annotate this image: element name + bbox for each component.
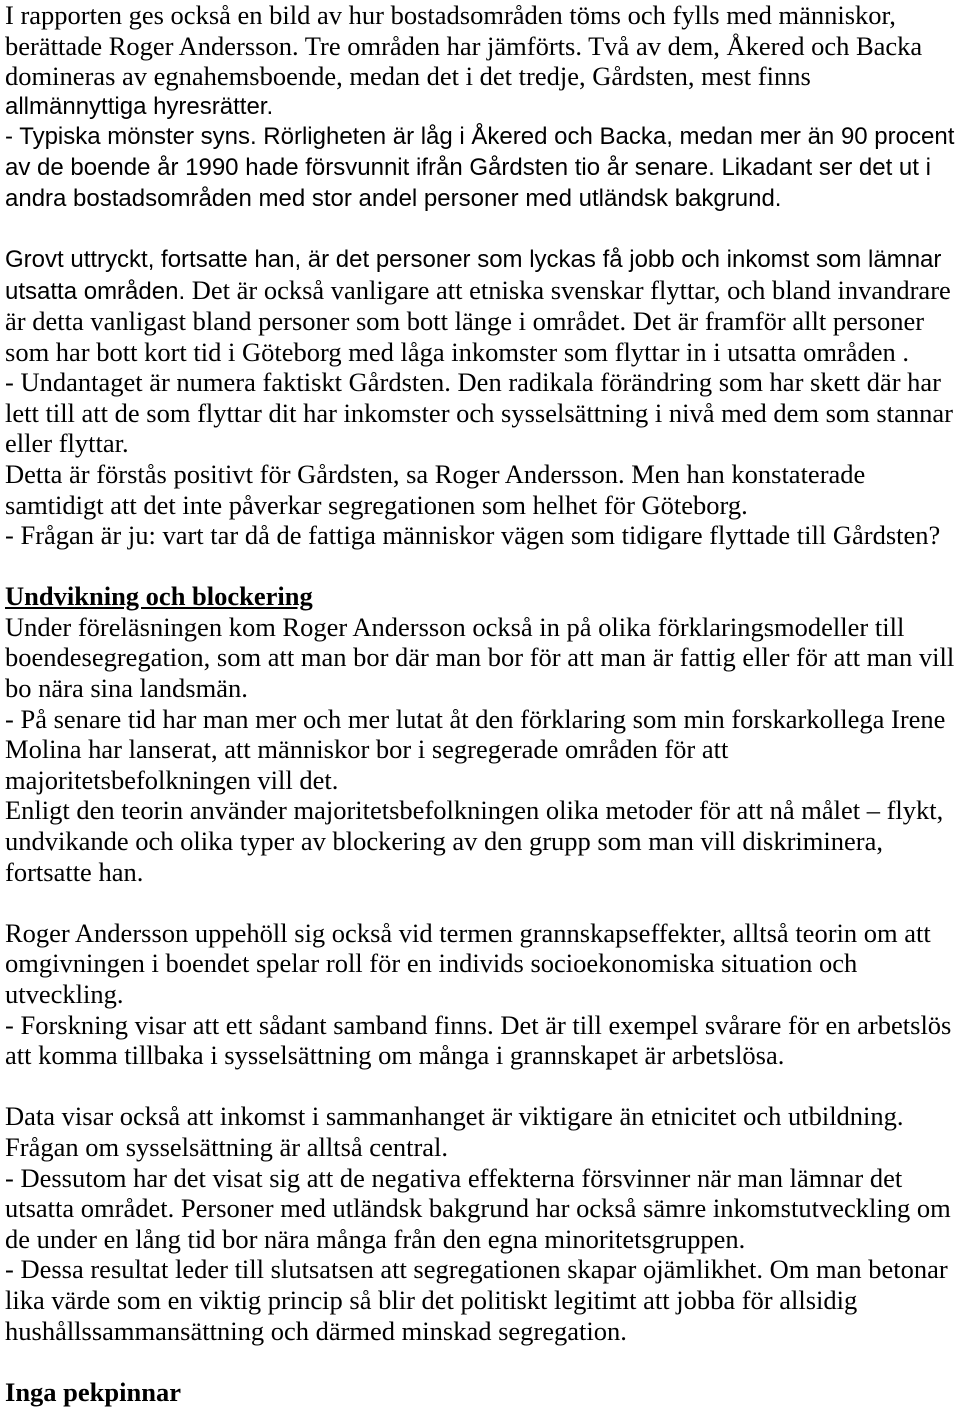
paragraph [5, 918, 960, 1071]
text-line: boendesegregation, som att man bor där man bor för att man är fattig eller för att man vill [5, 642, 955, 673]
text-line: utsatta området. Personer med utländsk bakgrund har också sämre inkomstutveckling om [5, 1193, 951, 1224]
section-heading: Undvikning och blockering [5, 581, 313, 612]
text-line: fortsatte han. [5, 856, 144, 887]
text-line [5, 275, 960, 306]
text-line: Under föreläsningen kom Roger Andersson också in på olika förklaringsmodeller till [5, 611, 905, 642]
text-line: Frågan om sysselsättning är alltså central. [5, 1131, 449, 1162]
text-line: - Forskning visar att ett sådant samband finns. Det är till exempel svårare för en arbetslös [5, 1009, 952, 1040]
text-line: berättade Roger Andersson. Tre områden har jämförts. Två av dem, Åkered och Backa [5, 30, 923, 61]
paragraph [5, 245, 960, 551]
text-line: lett till att de som flyttar dit har inkomster och sysselsättning i nivå med dem som stannar [5, 397, 953, 428]
text-line: omgivningen i boendet spelar roll för en individs socioekonomiska situation och [5, 948, 858, 979]
text-line: - Undantaget är numera faktiskt Gårdsten. Den radikala förändring som har skett där har [5, 367, 941, 398]
text-line: är detta vanligast bland personer som bott länge i området. Det är framför allt personer [5, 305, 925, 336]
text-line: andra bostadsområden med stor andel personer med utländsk bakgrund. [5, 184, 782, 212]
text-line: som har bott kort tid i Göteborg med låga inkomster som flyttar in i utsatta områden . [5, 336, 910, 367]
text-line: att komma tillbaka i sysselsättning om många i grannskapet är arbetslösa. [5, 1040, 785, 1071]
text-segment: Det är också vanligare att etniska svenskar flyttar, och bland invandrare [191, 275, 951, 306]
text-line: majoritetsbefolkningen vill det. [5, 764, 339, 795]
text-segment: utsatta områden. [5, 278, 186, 306]
text-line: samtidigt att det inte påverkar segregationen som helhet för Göteborg. [5, 489, 748, 520]
text-line: Enligt den teorin använder majoritetsbefolkningen olika metoder för att nå målet – flykt, [5, 795, 944, 826]
text-line: domineras av egnahemsboende, medan det i det tredje, Gårdsten, mest finns [5, 61, 811, 92]
text-line: Roger Andersson uppehöll sig också vid termen grannskapseffekter, alltså teorin om att [5, 917, 931, 948]
text-line: de under en lång tid bor nära många från den egna minoritetsgruppen. [5, 1223, 746, 1254]
text-line: - Typiska mönster syns. Rörligheten är låg i Åkered och Backa, medan mer än 90 procent [5, 123, 955, 151]
text-line: - Frågan är ju: vart tar då de fattiga människor vägen som tidigare flyttade till Gårdsten? [5, 520, 941, 551]
text-line: Data visar också att inkomst i sammanhanget är viktigare än etnicitet och utbildning. [5, 1101, 904, 1132]
text-line: av de boende år 1990 hade försvunnit ifrån Gårdsten tio år senare. Likadant ser det ut i [5, 153, 931, 181]
text-line: - Dessa resultat leder till slutsatsen att segregationen skapar ojämlikhet. Om man betonar [5, 1254, 948, 1285]
text-line: eller flyttar. [5, 428, 129, 459]
text-line: hushållssammansättning och därmed minskad segregation. [5, 1315, 627, 1346]
text-line: Molina har lanserat, att människor bor i segregerade områden för att [5, 734, 729, 765]
text-line: lika värde som en viktig princip så blir det politiskt legitimt att jobba för allsidig [5, 1284, 858, 1315]
text-line: I rapporten ges också en bild av hur bostadsområden töms och fylls med människor, [5, 0, 896, 30]
text-line: - På senare tid har man mer och mer lutat åt den förklaring som min forskarkollega Irene [5, 703, 946, 734]
text-line: Detta är förstås positivt för Gårdsten, sa Roger Andersson. Men han konstaterade [5, 458, 866, 489]
section-heading: Inga pekpinnar [5, 1376, 182, 1407]
paragraph [5, 0, 960, 214]
text-line: Grovt uttryckt, fortsatte han, är det personer som lyckas få jobb och inkomst som lämnar [5, 245, 942, 273]
text-line: undvikande och olika typer av blockering av den grupp som man vill diskriminera, [5, 826, 883, 857]
text-line: allmännyttiga hyresrätter. [5, 92, 274, 120]
text-line: - Dessutom har det visat sig att de negativa effekterna försvinner när man lämnar det [5, 1162, 903, 1193]
paragraph [5, 1101, 960, 1346]
text-line: utveckling. [5, 979, 124, 1009]
paragraph [5, 612, 960, 887]
text-line: bo nära sina landsmän. [5, 673, 248, 704]
